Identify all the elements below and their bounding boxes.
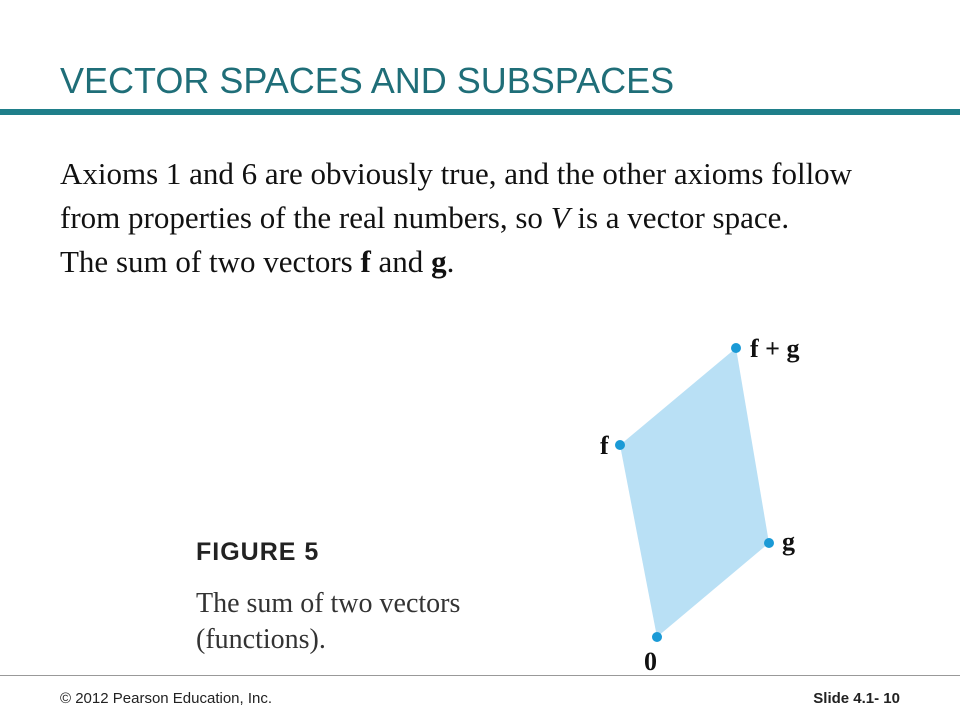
point-f-plus-g-dot [731, 343, 741, 353]
label-f: f [600, 431, 609, 460]
parallelogram-figure [560, 320, 830, 675]
paragraph-sum [60, 240, 910, 284]
paragraph-axioms [60, 152, 910, 240]
slide-title: VECTOR SPACES AND SUBSPACES [60, 60, 675, 101]
footer-divider [0, 675, 960, 676]
vector-g-symbol: g [431, 244, 447, 279]
footer-slide-number: Slide 4.1- 10 [813, 690, 900, 707]
and-text: and [370, 244, 432, 279]
parallelogram-shape [620, 348, 769, 637]
footer-copyright: © 2012 Pearson Education, Inc. [60, 690, 273, 707]
point-g-dot [764, 538, 774, 548]
figure-label: FIGURE 5 [196, 538, 320, 566]
point-f-dot [615, 440, 625, 450]
vector-space-symbol: V [550, 200, 570, 235]
sum-text: The sum of two vectors [60, 244, 361, 279]
label-g: g [782, 527, 795, 556]
vector-f-symbol: f [360, 244, 371, 279]
period-text: . [446, 244, 455, 279]
label-zero: 0 [644, 647, 657, 675]
title-divider [0, 109, 960, 115]
figure-caption: The sum of two vectors (functions). [196, 588, 461, 655]
axioms-text: Axioms 1 and 6 are obviously true, and the other axioms follow from properties of the real numbers, so [60, 156, 853, 235]
axioms-text-end: is a vector space. [569, 200, 790, 235]
body-text [60, 152, 910, 284]
point-zero-dot [652, 632, 662, 642]
label-f-plus-g: f + g [750, 334, 800, 363]
